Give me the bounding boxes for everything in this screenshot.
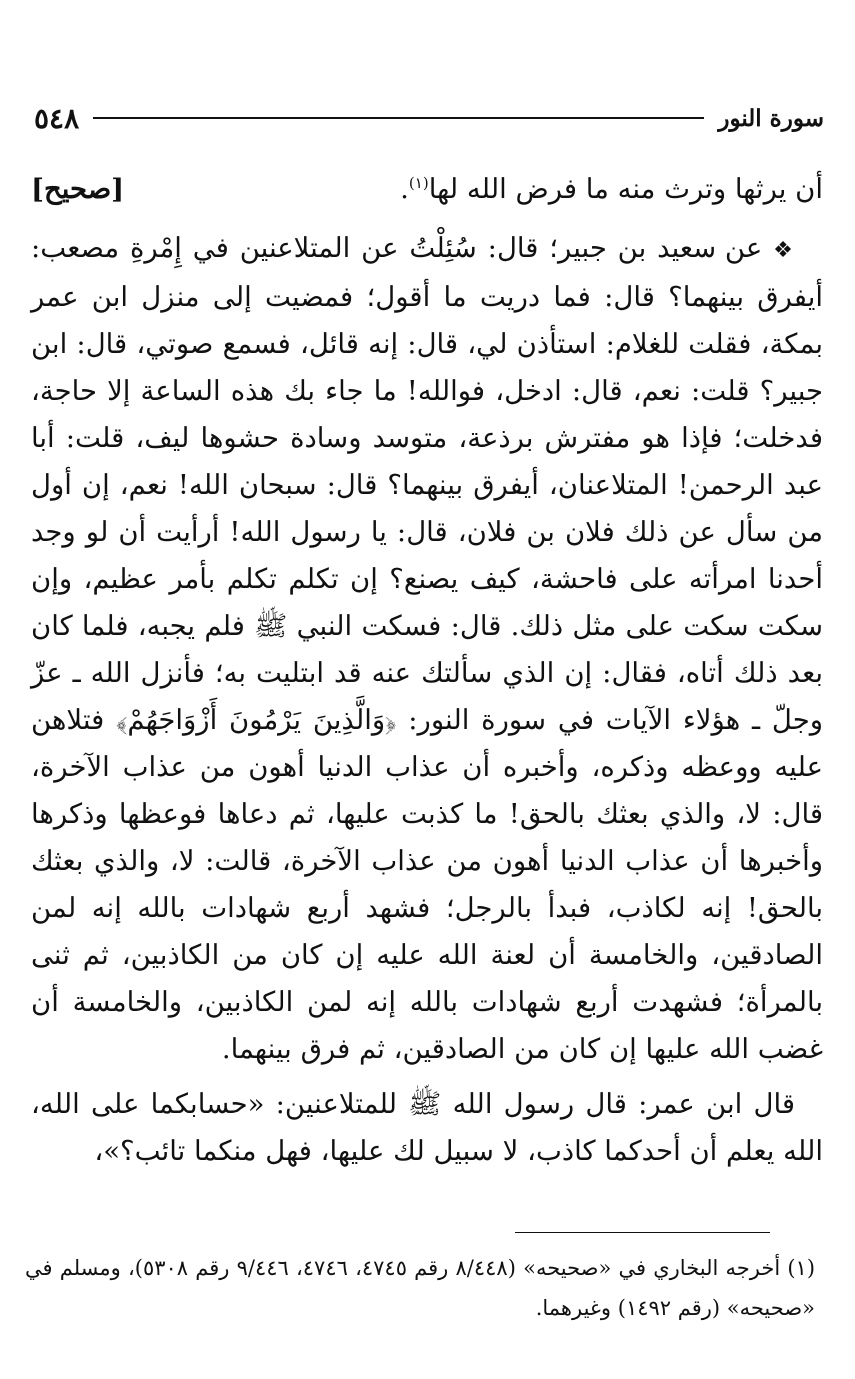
footnote-separator xyxy=(515,1232,770,1233)
ibn-umar-paragraph: قال ابن عمر: قال رسول الله ﷺ للمتلاعنين: «حسابكما على الله، الله يعلم أن أحدكما كاذب، لا سبيل لك عليها، فهل منكما تائب؟»، xyxy=(31,1088,823,1167)
hadith-text: عن سعيد بن جبير؛ قال: سُئِلْتُ عن المتلاعنين في إِمْرةِ مصعب: أيفرق بينهما؟ قال: فما دريت ما أقول؛ فمضيت إلى منزل ابن عمر بمكة، فقلت للغلام: استأذن لي، قال: إنه قائل، فسمع صوتي، قال: ابن جبير؟ قلت: نعم، قال: ادخل، فوالله! ما جاء بك هذه الساعة إلا حاجة، فدخلت؛ فإذا هو مفترش برذعة، متوسد وسادة حشوها ليف، قلت: أبا عبد الرحمن! المتلاعنان، أيفرق بينهما؟ قال: سبحان الله! نعم، إن أول من سأل عن ذلك فلان بن فلان، قال: يا رسول الله! أرأيت أن لو وجد أحدنا امرأته على فاحشة، كيف يصنع؟ إن تكلم تكلم بأمر عظيم، وإن سكت سكت على مثل ذلك. قال: فسكت النبي ﷺ فلم يجبه، فلما كان بعد ذلك أتاه، فقال: إن الذي سألتك عنه قد ابتليت به؛ فأنزل الله ـ عزّ وجلّ ـ هؤلاء الآيات في سورة النور: ﴿وَالَّذِينَ يَرْمُونَ أَزْوَاجَهُمْ﴾ فتلاهن عليه ووعظه وذكره، وأخبره أن عذاب الدنيا أهون من عذاب الآخرة، قال: لا، والذي بعثك بالحق! ما كذبت عليها، ثم دعاها فوعظها وذكرها وأخبرها أن عذاب الدنيا أهون من عذاب الآخرة، قالت: لا، والذي بعثك بالحق! إنه لكاذب، فبدأ بالرجل؛ فشهد أربع شهادات بالله إنه لمن الصادقين، والخامسة أن لعنة الله عليه إن كان من الكاذبين، ثم ثنى بالمرأة؛ فشهدت أربع شهادات بالله إنه لمن الكاذبين، والخامسة أن غضب الله عليها إن كان من الصادقين، ثم فرق بينهما. xyxy=(31,232,823,1065)
footnote-text: (١) أخرجه البخاري في «صحيحه» (٨/٤٤٨ رقم ٤٧٤٥، ٤٧٤٦، ٩/٤٤٦ رقم ٥٣٠٨)، ومسلم في «صحيحه» (رقم ١٤٩٢) وغيرهما. xyxy=(25,1256,816,1320)
first-line-content xyxy=(400,166,823,213)
hadith-marker-icon: ❖ xyxy=(773,238,795,263)
hadith-paragraph xyxy=(31,225,823,1073)
main-text xyxy=(31,166,823,1175)
header-rule xyxy=(93,117,704,119)
surah-name: سورة النور xyxy=(718,104,824,132)
footnote-reference: (١) xyxy=(408,173,429,192)
hadith-grade-label: [صحيح] xyxy=(31,173,125,205)
page-header xyxy=(34,98,824,138)
first-line-end: . xyxy=(400,173,409,205)
footnote xyxy=(25,1248,815,1328)
first-line xyxy=(31,166,823,213)
first-line-text: أن يرثها وترث منه ما فرض الله لها xyxy=(428,173,823,205)
page-number: ٥٤٨ xyxy=(34,101,80,135)
